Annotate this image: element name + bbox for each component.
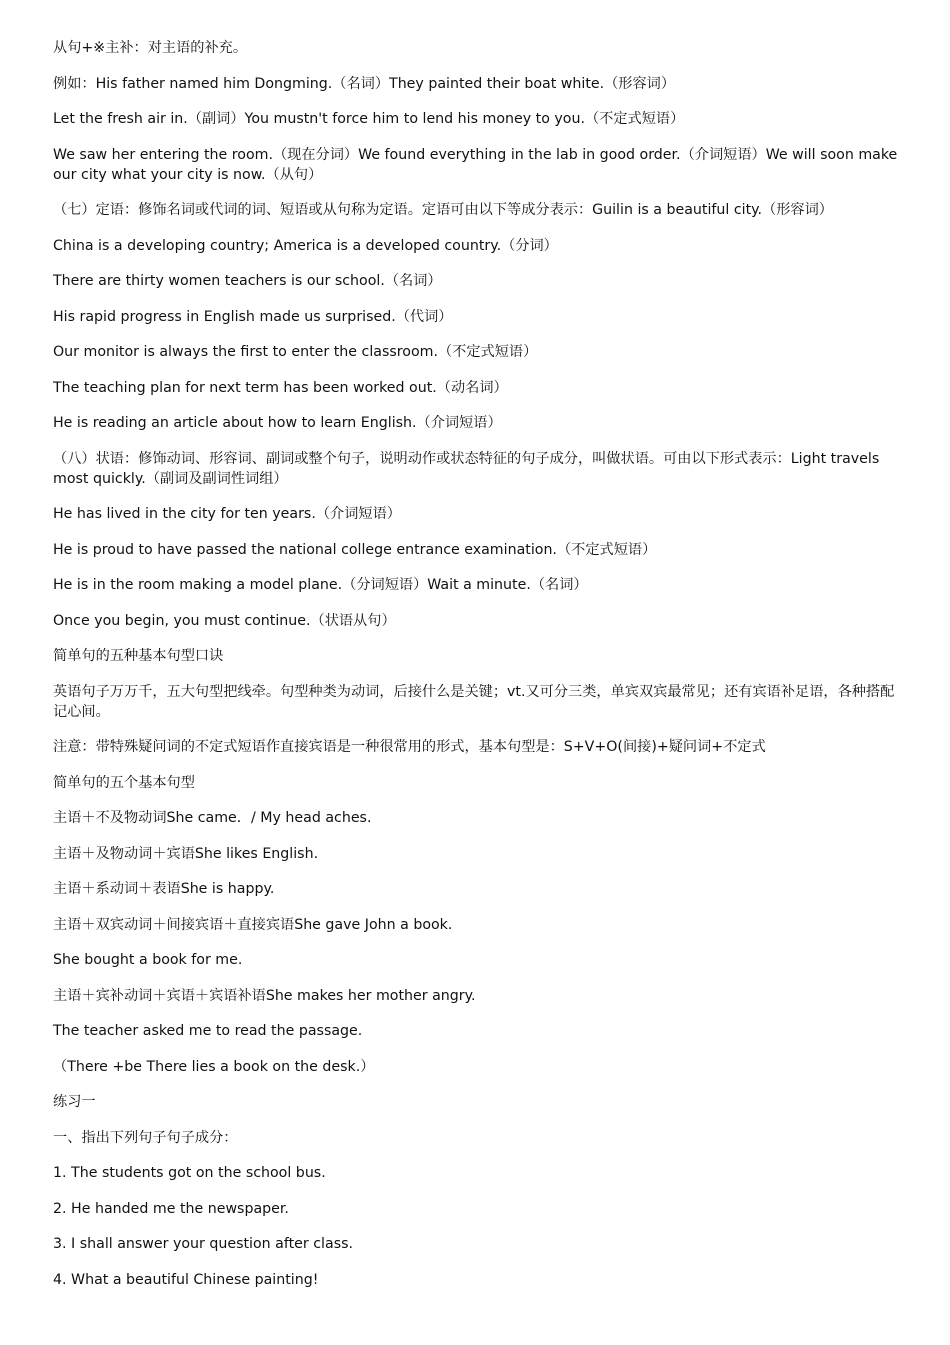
paragraph: There are thirty women teachers is our school.（名词） xyxy=(53,273,442,289)
exercise-item: 3. I shall answer your question after class. xyxy=(53,1236,353,1252)
pattern-example: She bought a book for me. xyxy=(53,952,243,968)
exercise-item: 1. The students got on the school bus. xyxy=(53,1165,326,1181)
paragraph: He is reading an article about how to learn English.（介词短语） xyxy=(53,415,502,431)
paragraph: The teaching plan for next term has been worked out.（动名词） xyxy=(53,379,508,396)
section-heading-mnemonic: 简单句的五种基本句型口诀 xyxy=(53,648,224,664)
paragraph: He is proud to have passed the national college entrance examination.（不定式短语） xyxy=(53,541,657,558)
paragraph: His rapid progress in English made us surprised.（代词） xyxy=(53,308,453,325)
pattern-example: The teacher asked me to read the passage. xyxy=(53,1023,363,1039)
document-page xyxy=(53,38,898,1305)
exercise-item: 4. What a beautiful Chinese painting! xyxy=(53,1271,319,1288)
pattern-item: 主语＋宾补动词＋宾语＋宾语补语She makes her mother angry. xyxy=(53,987,476,1004)
note-paragraph: 注意：带特殊疑问词的不定式短语作直接宾语是一种很常用的形式，基本句型是：S+V+O(间接)+疑问词+不定式 xyxy=(53,739,766,755)
exercise-heading: 练习一 xyxy=(53,1094,96,1110)
paragraph: Our monitor is always the first to enter the classroom.（不定式短语） xyxy=(53,344,538,360)
pattern-item: 主语＋不及物动词She came．/ My head aches. xyxy=(53,810,372,826)
paragraph: He is in the room making a model plane.（分词短语）Wait a minute.（名词） xyxy=(53,577,588,593)
paragraph: He has lived in the city for ten years.（介词短语） xyxy=(53,506,401,522)
pattern-example: （There +be There lies a book on the desk.） xyxy=(53,1058,375,1075)
exercise-instruction: 一、指出下列句子句子成分： xyxy=(53,1129,238,1146)
exercise-item: 2. He handed me the newspaper. xyxy=(53,1200,289,1217)
pattern-item: 主语＋系动词＋表语She is happy. xyxy=(53,881,275,897)
paragraph: Let the fresh air in.（副词）You mustn't force him to lend his money to you.（不定式短语） xyxy=(53,111,685,127)
section-heading-attributive: （七）定语：修饰名词或代词的词、短语或从句称为定语。定语可由以下等成分表示：Guilin is a beautiful city.（形容词） xyxy=(53,202,833,218)
paragraph: 英语句子万万千，五大句型把线牵。句型种类为动词，后接什么是关键；vt.又可分三类，单宾双宾最常见；还有宾语补足语，各种搭配记心间。 xyxy=(53,683,895,720)
paragraph: We saw her entering the room.（现在分词）We found everything in the lab in good order.（介词短语）We will soon make our city what your city is now.（从句） xyxy=(53,146,898,183)
paragraph: Once you begin, you must continue.（状语从句） xyxy=(53,612,396,629)
pattern-item: 主语＋双宾动词＋间接宾语＋直接宾语She gave John a book. xyxy=(53,916,453,933)
pattern-item: 主语＋及物动词＋宾语She likes English. xyxy=(53,845,319,862)
paragraph: China is a developing country; America is a developed country.（分词） xyxy=(53,237,558,254)
paragraph: 例如：His father named him Dongming.（名词）They painted their boat white.（形容词） xyxy=(53,75,676,92)
section-heading-patterns: 简单句的五个基本句型 xyxy=(53,774,195,791)
section-heading-adverbial: （八）状语：修饰动词、形容词、副词或整个句子，说明动作或状态特征的句子成分，叫做状语。可由以下形式表示：Light travels most quickly.（副词及副词性词组） xyxy=(53,450,880,487)
paragraph: 从句+※主补：对主语的补充。 xyxy=(53,40,248,56)
